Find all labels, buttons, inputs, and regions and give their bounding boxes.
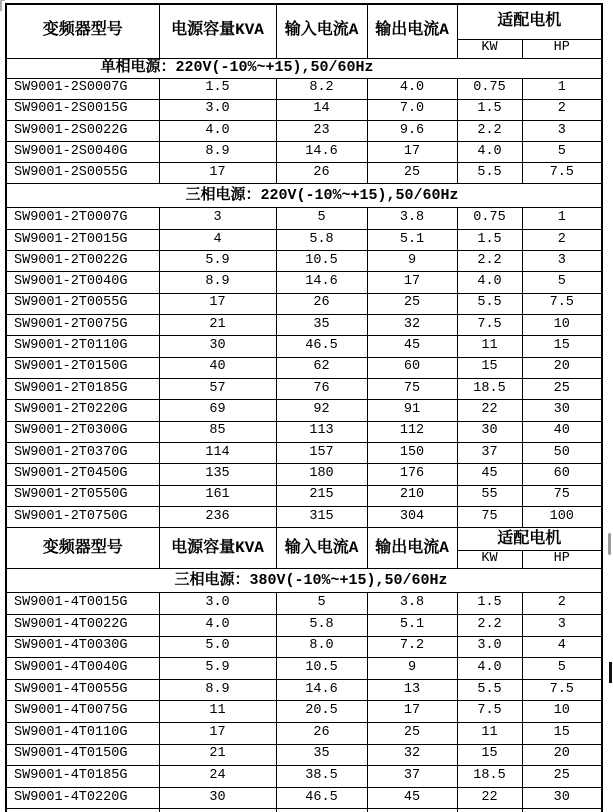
- col-header-motor: 适配电机: [457, 528, 602, 551]
- kva-cell: 40: [159, 357, 276, 378]
- output-cell: 32: [367, 744, 457, 766]
- kva-cell: 236: [159, 507, 276, 528]
- output-cell: 17: [367, 272, 457, 293]
- input-cell: 92: [276, 400, 367, 421]
- output-cell: 5.1: [367, 614, 457, 636]
- table-row: [6, 636, 602, 658]
- input-cell: 10.5: [276, 658, 367, 680]
- kva-cell: 17: [159, 722, 276, 744]
- kva-cell: 21: [159, 744, 276, 766]
- section-title-block: [6, 184, 602, 208]
- model-cell: SW9001-2T0300G: [6, 421, 159, 442]
- output-cell: 9: [367, 658, 457, 680]
- output-cell: 9: [367, 251, 457, 272]
- input-cell: 5.8: [276, 614, 367, 636]
- table-row: [6, 229, 602, 250]
- model-cell: SW9001-2T0185G: [6, 379, 159, 400]
- hp-cell: 50: [522, 443, 602, 464]
- kva-cell: 69: [159, 400, 276, 421]
- table-row: [6, 593, 602, 615]
- header-block-middle: [6, 528, 602, 569]
- hp-cell: 30: [522, 787, 602, 809]
- input-cell: 113: [276, 421, 367, 442]
- table-row: [6, 701, 602, 723]
- kva-cell: 4: [159, 229, 276, 250]
- kw-cell: 3.0: [457, 636, 522, 658]
- section-title-block: [6, 569, 602, 593]
- rows-three-phase-380v: [6, 593, 602, 809]
- table-row: [6, 400, 602, 421]
- kw-cell: 7.5: [457, 701, 522, 723]
- table-row: [6, 293, 602, 314]
- hp-cell: 25: [522, 379, 602, 400]
- kw-cell: 2.2: [457, 120, 522, 141]
- col-header-kw: KW: [457, 551, 522, 569]
- output-cell: 17: [367, 142, 457, 163]
- input-cell: 157: [276, 443, 367, 464]
- model-cell: SW9001-2T0015G: [6, 229, 159, 250]
- table-row: [6, 507, 602, 528]
- col-header-kw: KW: [457, 39, 522, 58]
- col-header-capacity: 电源容量KVA: [159, 528, 276, 569]
- scrollbar-thumb[interactable]: [608, 533, 611, 555]
- model-cell: SW9001-2S0007G: [6, 78, 159, 99]
- model-cell: SW9001-2S0015G: [6, 99, 159, 120]
- input-cell: 5.8: [276, 229, 367, 250]
- input-cell: 46.5: [276, 336, 367, 357]
- kva-cell: 135: [159, 464, 276, 485]
- model-cell: SW9001-2T0040G: [6, 272, 159, 293]
- section-title: 单相电源：220V(-10%~+15),50/60Hz: [6, 58, 602, 78]
- kw-cell: 5.5: [457, 679, 522, 701]
- output-cell: 304: [367, 507, 457, 528]
- input-cell: 215: [276, 485, 367, 506]
- table-row: [6, 464, 602, 485]
- kw-cell: 1.5: [457, 99, 522, 120]
- kw-cell: 2.2: [457, 251, 522, 272]
- table-row: [6, 614, 602, 636]
- col-header-motor: 适配电机: [457, 4, 602, 39]
- input-cell: 23: [276, 120, 367, 141]
- input-cell: 5: [276, 208, 367, 229]
- hp-cell: 3: [522, 614, 602, 636]
- table-row: [6, 142, 602, 163]
- kva-cell: 8.9: [159, 679, 276, 701]
- input-cell: 26: [276, 293, 367, 314]
- kw-cell: 37: [457, 443, 522, 464]
- hp-cell: 15: [522, 336, 602, 357]
- output-cell: 25: [367, 722, 457, 744]
- kw-cell: 4.0: [457, 658, 522, 680]
- hp-cell: 100: [522, 507, 602, 528]
- kva-cell: 30: [159, 787, 276, 809]
- table-row: [6, 315, 602, 336]
- rows-three-phase-220v: [6, 208, 602, 528]
- model-cell: SW9001-2T0220G: [6, 400, 159, 421]
- table-row: [6, 272, 602, 293]
- kva-cell: 1.5: [159, 78, 276, 99]
- model-cell: SW9001-4T0022G: [6, 614, 159, 636]
- corner-mark-top-icon: [0, 0, 5, 1]
- section-row-three-phase-220v: [6, 184, 602, 208]
- hp-cell: 75: [522, 485, 602, 506]
- output-cell: 25: [367, 293, 457, 314]
- model-cell: SW9001-2S0040G: [6, 142, 159, 163]
- table-row: [6, 120, 602, 141]
- kva-cell: 114: [159, 443, 276, 464]
- model-cell: SW9001-2T0007G: [6, 208, 159, 229]
- model-cell: SW9001-2S0055G: [6, 163, 159, 184]
- output-cell: 45: [367, 787, 457, 809]
- kw-cell: 75: [457, 507, 522, 528]
- kw-cell: 45: [457, 464, 522, 485]
- kw-cell: 18.5: [457, 766, 522, 788]
- kw-cell: 4.0: [457, 272, 522, 293]
- section-title-block: [6, 58, 602, 78]
- section-title: 三相电源：220V(-10%~+15),50/60Hz: [6, 184, 602, 208]
- corner-mark: [0, 0, 2, 11]
- hp-cell: 7.5: [522, 163, 602, 184]
- input-cell: 20.5: [276, 701, 367, 723]
- input-cell: 8.0: [276, 636, 367, 658]
- kw-cell: 15: [457, 357, 522, 378]
- input-cell: 14.6: [276, 679, 367, 701]
- table-row: [6, 485, 602, 506]
- kva-cell: 5.9: [159, 251, 276, 272]
- input-cell: 26: [276, 722, 367, 744]
- table-row: [6, 336, 602, 357]
- hp-cell: 10: [522, 315, 602, 336]
- hp-cell: 4: [522, 636, 602, 658]
- hp-cell: 10: [522, 701, 602, 723]
- table-row: [6, 787, 602, 809]
- table-row: [6, 766, 602, 788]
- model-cell: SW9001-2S0022G: [6, 120, 159, 141]
- hp-cell: 40: [522, 421, 602, 442]
- output-cell: 112: [367, 421, 457, 442]
- kw-cell: 55: [457, 485, 522, 506]
- kva-cell: 3.0: [159, 593, 276, 615]
- input-cell: 35: [276, 744, 367, 766]
- input-cell: 14.6: [276, 272, 367, 293]
- output-cell: 32: [367, 315, 457, 336]
- hp-cell: 30: [522, 400, 602, 421]
- col-header-model: 变频器型号: [6, 528, 159, 569]
- input-cell: 5: [276, 593, 367, 615]
- output-cell: 210: [367, 485, 457, 506]
- kw-cell: 22: [457, 400, 522, 421]
- model-cell: SW9001-4T0110G: [6, 722, 159, 744]
- col-header-input-current: 输入电流A: [276, 4, 367, 58]
- col-header-hp: HP: [522, 39, 602, 58]
- kva-cell: 17: [159, 163, 276, 184]
- table-row: [6, 251, 602, 272]
- model-cell: SW9001-4T0220G: [6, 787, 159, 809]
- input-cell: 180: [276, 464, 367, 485]
- model-cell: SW9001-4T0055G: [6, 679, 159, 701]
- model-cell: SW9001-2T0075G: [6, 315, 159, 336]
- col-header-input-current: 输入电流A: [276, 528, 367, 569]
- col-header-model: 变频器型号: [6, 4, 159, 58]
- kw-cell: 0.75: [457, 78, 522, 99]
- kva-cell: 11: [159, 701, 276, 723]
- hp-cell: 5: [522, 272, 602, 293]
- rows-single-phase-220v: [6, 78, 602, 184]
- input-cell: 8.2: [276, 78, 367, 99]
- hp-cell: 15: [522, 722, 602, 744]
- input-cell: 76: [276, 379, 367, 400]
- input-cell: 14: [276, 99, 367, 120]
- header-row: [6, 4, 602, 39]
- kva-cell: 21: [159, 315, 276, 336]
- output-cell: 3.8: [367, 208, 457, 229]
- output-cell: 9.6: [367, 120, 457, 141]
- input-cell: 35: [276, 315, 367, 336]
- kw-cell: 5.5: [457, 163, 522, 184]
- input-cell: 38.5: [276, 766, 367, 788]
- kva-cell: 4.0: [159, 120, 276, 141]
- table-row: [6, 163, 602, 184]
- input-cell: 315: [276, 507, 367, 528]
- kva-cell: 161: [159, 485, 276, 506]
- kw-cell: 15: [457, 744, 522, 766]
- table-row: [6, 679, 602, 701]
- kw-cell: 11: [457, 722, 522, 744]
- kw-cell: 18.5: [457, 379, 522, 400]
- input-cell: 14.6: [276, 142, 367, 163]
- kva-cell: 24: [159, 766, 276, 788]
- model-cell: SW9001-2T0750G: [6, 507, 159, 528]
- input-cell: 26: [276, 163, 367, 184]
- table-row: [6, 379, 602, 400]
- col-header-output-current: 输出电流A: [367, 4, 457, 58]
- header-row: [6, 528, 602, 551]
- model-cell: SW9001-2T0110G: [6, 336, 159, 357]
- kva-cell: 30: [159, 336, 276, 357]
- hp-cell: 20: [522, 357, 602, 378]
- kva-cell: 57: [159, 379, 276, 400]
- output-cell: 176: [367, 464, 457, 485]
- hp-cell: 2: [522, 99, 602, 120]
- model-cell: SW9001-2T0055G: [6, 293, 159, 314]
- kva-cell: 5.0: [159, 636, 276, 658]
- output-cell: 150: [367, 443, 457, 464]
- hp-cell: 20: [522, 744, 602, 766]
- table-row: [6, 208, 602, 229]
- kva-cell: 5.9: [159, 658, 276, 680]
- output-cell: 75: [367, 379, 457, 400]
- kw-cell: 0.75: [457, 208, 522, 229]
- kva-cell: 8.9: [159, 142, 276, 163]
- kw-cell: 30: [457, 421, 522, 442]
- hp-cell: 3: [522, 120, 602, 141]
- kw-cell: 11: [457, 336, 522, 357]
- kw-cell: 7.5: [457, 315, 522, 336]
- kva-cell: 3: [159, 208, 276, 229]
- input-cell: 10.5: [276, 251, 367, 272]
- model-cell: SW9001-2T0150G: [6, 357, 159, 378]
- output-cell: 25: [367, 163, 457, 184]
- hp-cell: 3: [522, 251, 602, 272]
- model-cell: SW9001-4T0030G: [6, 636, 159, 658]
- kw-cell: 1.5: [457, 593, 522, 615]
- output-cell: 91: [367, 400, 457, 421]
- header-block-top: [6, 4, 602, 58]
- kva-cell: 85: [159, 421, 276, 442]
- hp-cell: 5: [522, 658, 602, 680]
- output-cell: 60: [367, 357, 457, 378]
- table-row: [6, 78, 602, 99]
- section-row-single-phase-220v: [6, 58, 602, 78]
- kw-cell: 5.5: [457, 293, 522, 314]
- table-row: [6, 99, 602, 120]
- kva-cell: 4.0: [159, 614, 276, 636]
- output-cell: 17: [367, 701, 457, 723]
- col-header-output-current: 输出电流A: [367, 528, 457, 569]
- model-cell: SW9001-4T0015G: [6, 593, 159, 615]
- table-row: [6, 443, 602, 464]
- hp-cell: 2: [522, 593, 602, 615]
- col-header-hp: HP: [522, 551, 602, 569]
- hp-cell: 1: [522, 78, 602, 99]
- output-cell: 7.2: [367, 636, 457, 658]
- model-cell: SW9001-4T0185G: [6, 766, 159, 788]
- output-cell: 5.1: [367, 229, 457, 250]
- output-cell: 3.8: [367, 593, 457, 615]
- input-cell: 46.5: [276, 787, 367, 809]
- table-row: [6, 722, 602, 744]
- col-header-capacity: 电源容量KVA: [159, 4, 276, 58]
- hp-cell: 5: [522, 142, 602, 163]
- table-row: [6, 357, 602, 378]
- table-row: [6, 658, 602, 680]
- hp-cell: 2: [522, 229, 602, 250]
- model-cell: SW9001-2T0550G: [6, 485, 159, 506]
- hp-cell: 1: [522, 208, 602, 229]
- model-cell: SW9001-4T0075G: [6, 701, 159, 723]
- output-cell: 45: [367, 336, 457, 357]
- model-cell: SW9001-2T0370G: [6, 443, 159, 464]
- model-cell: SW9001-4T0150G: [6, 744, 159, 766]
- model-cell: SW9001-2T0022G: [6, 251, 159, 272]
- model-cell: SW9001-2T0450G: [6, 464, 159, 485]
- kw-cell: 2.2: [457, 614, 522, 636]
- kw-cell: 22: [457, 787, 522, 809]
- output-cell: 37: [367, 766, 457, 788]
- output-cell: 13: [367, 679, 457, 701]
- kw-cell: 4.0: [457, 142, 522, 163]
- kw-cell: 1.5: [457, 229, 522, 250]
- hp-cell: 7.5: [522, 679, 602, 701]
- inverter-spec-table: [5, 3, 603, 812]
- table-row: [6, 744, 602, 766]
- text-cursor-mark: [609, 662, 612, 683]
- output-cell: 7.0: [367, 99, 457, 120]
- hp-cell: 60: [522, 464, 602, 485]
- kva-cell: 3.0: [159, 99, 276, 120]
- kva-cell: 8.9: [159, 272, 276, 293]
- input-cell: 62: [276, 357, 367, 378]
- hp-cell: 7.5: [522, 293, 602, 314]
- model-cell: SW9001-4T0040G: [6, 658, 159, 680]
- section-row-three-phase-380v: [6, 569, 602, 593]
- table-row: [6, 421, 602, 442]
- hp-cell: 25: [522, 766, 602, 788]
- kva-cell: 17: [159, 293, 276, 314]
- output-cell: 4.0: [367, 78, 457, 99]
- section-title: 三相电源：380V(-10%~+15),50/60Hz: [6, 569, 602, 593]
